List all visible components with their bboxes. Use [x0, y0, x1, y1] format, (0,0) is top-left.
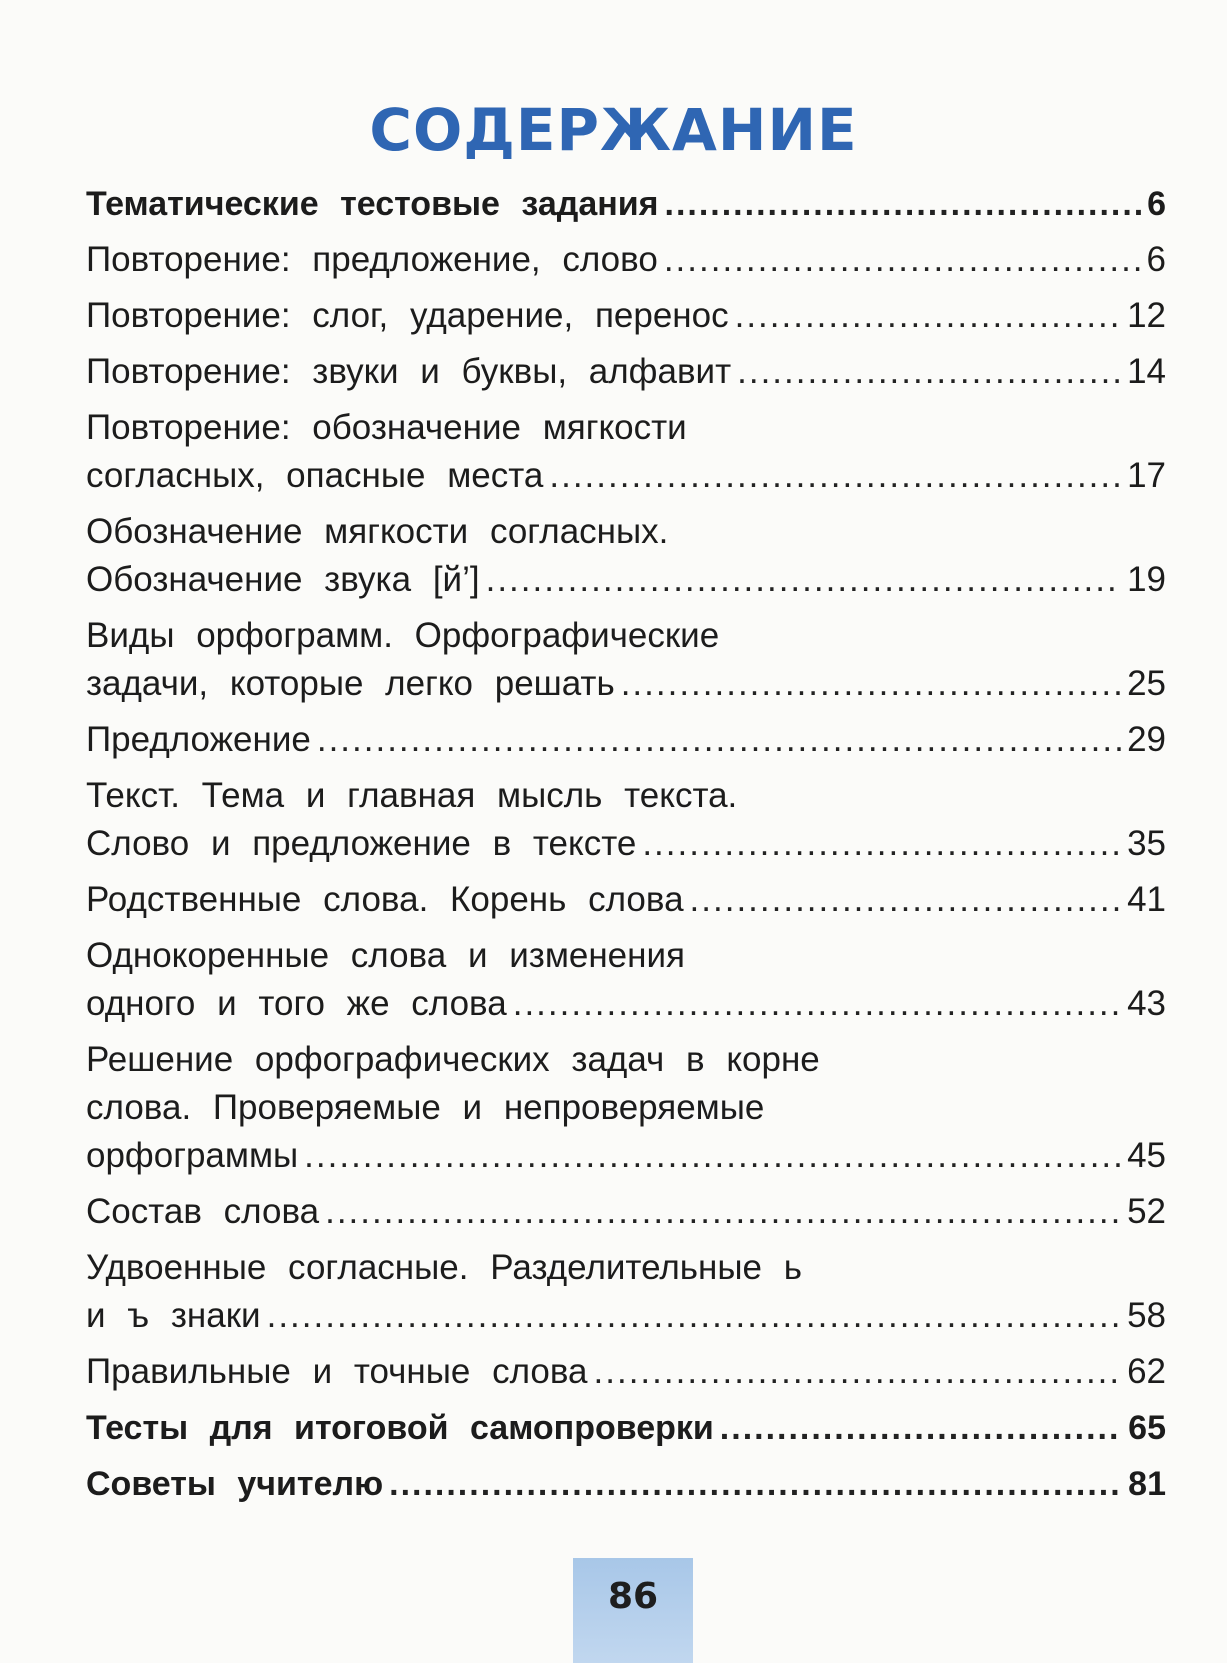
dot-leader — [594, 1348, 1122, 1396]
toc-entry-text: орфограммы — [86, 1136, 299, 1175]
toc-entry-row — [86, 1292, 1166, 1340]
dot-leader — [304, 1132, 1121, 1180]
dot-leader — [737, 348, 1121, 396]
toc-entry-row — [86, 236, 1166, 284]
toc-entry — [86, 404, 1166, 500]
dot-leader — [389, 1460, 1122, 1508]
toc-entry — [86, 1188, 1166, 1236]
toc-page-number: 52 — [1127, 1192, 1166, 1231]
toc-entry-text: Родственные слова. Корень слова — [86, 880, 684, 919]
toc-entry — [86, 716, 1166, 764]
toc-page-number: 62 — [1127, 1352, 1166, 1391]
toc-page-number: 43 — [1127, 984, 1166, 1023]
toc-entry — [86, 772, 1166, 868]
toc-entry — [86, 1348, 1166, 1396]
toc-entry — [86, 348, 1166, 396]
toc-entry-row — [86, 1460, 1166, 1508]
toc-entry-text: Советы учителю — [86, 1465, 384, 1503]
dot-leader — [621, 660, 1121, 708]
toc-entry-text: Виды орфограмм. Орфографические — [86, 616, 720, 655]
toc-entry — [86, 1460, 1166, 1508]
dot-leader — [735, 292, 1121, 340]
dot-leader — [317, 716, 1121, 764]
toc-entry-row — [86, 980, 1166, 1028]
dot-leader — [267, 1292, 1121, 1340]
toc-page-number: 58 — [1127, 1296, 1166, 1335]
dot-leader — [549, 452, 1121, 500]
dot-leader — [665, 180, 1142, 228]
toc-entry-row — [86, 348, 1166, 396]
toc-entry-row — [86, 876, 1166, 924]
toc-page-number: 35 — [1127, 824, 1166, 863]
toc-entry-row — [86, 1348, 1166, 1396]
toc-entry-row — [86, 660, 1166, 708]
toc-page-number: 41 — [1127, 880, 1166, 919]
toc-entry-text: Тематические тестовые задания — [86, 185, 659, 223]
toc-entry-row — [86, 1188, 1166, 1236]
dot-leader — [664, 236, 1141, 284]
toc-entry-text: Состав слова — [86, 1192, 320, 1231]
toc-entry-text: Слово и предложение в тексте — [86, 824, 637, 863]
toc-entry-text: Правильные и точные слова — [86, 1352, 588, 1391]
toc-entry-text: Решение орфографических задач в корне — [86, 1040, 820, 1079]
toc-entry-text: слова. Проверяемые и непроверяемые — [86, 1088, 765, 1127]
toc-entry-text: Повторение: предложение, слово — [86, 240, 658, 279]
toc-entry-row — [86, 820, 1166, 868]
toc-entry-text: Повторение: звуки и буквы, алфавит — [86, 352, 732, 391]
dot-leader — [690, 876, 1122, 924]
toc-entry-text: одного и того же слова — [86, 984, 507, 1023]
page-number-tab — [573, 1558, 693, 1663]
toc-entry-text: согласных, опасные места — [86, 456, 544, 495]
toc-entry — [86, 1244, 1166, 1340]
toc-page-number: 81 — [1128, 1465, 1166, 1503]
toc-entry-text: задачи, которые легко решать — [86, 664, 615, 703]
dot-leader — [513, 980, 1121, 1028]
toc-entry-text: Тесты для итоговой самопроверки — [86, 1409, 714, 1447]
toc-entry-text: Текст. Тема и главная мысль текста. — [86, 776, 738, 815]
page-number: 86 — [607, 1576, 659, 1617]
toc-entry — [86, 932, 1166, 1028]
toc-entry-row — [86, 1404, 1166, 1452]
toc-entry-text: Обозначение мягкости согласных. — [86, 512, 669, 551]
table-of-contents — [86, 180, 1166, 1516]
toc-page-number: 6 — [1147, 185, 1166, 223]
toc-entry-text: и ъ знаки — [86, 1296, 261, 1335]
toc-entry-text: Удвоенные согласные. Разделительные ь — [86, 1248, 802, 1287]
toc-entry — [86, 508, 1166, 604]
toc-page-number: 19 — [1127, 560, 1166, 599]
toc-entry — [86, 612, 1166, 708]
dot-leader — [720, 1404, 1122, 1452]
toc-entry-row — [86, 1132, 1166, 1180]
toc-entry — [86, 876, 1166, 924]
toc-entry — [86, 180, 1166, 228]
toc-entry-row — [86, 452, 1166, 500]
page-title: СОДЕРЖАНИЕ — [369, 96, 858, 164]
toc-entry-text: Обозначение звука [й’] — [86, 560, 480, 599]
toc-entry-row — [86, 556, 1166, 604]
toc-entry-row — [86, 292, 1166, 340]
toc-page-number: 45 — [1127, 1136, 1166, 1175]
dot-leader — [642, 820, 1121, 868]
toc-page-number: 14 — [1127, 352, 1166, 391]
toc-page-number: 29 — [1127, 720, 1166, 759]
toc-entry — [86, 1036, 1166, 1180]
toc-entry-text: Повторение: обозначение мягкости — [86, 408, 687, 447]
toc-entry-row — [86, 180, 1166, 228]
toc-entry — [86, 236, 1166, 284]
toc-page-number: 65 — [1128, 1409, 1166, 1447]
toc-entry-text: Предложение — [86, 720, 311, 759]
toc-page-number: 17 — [1127, 456, 1166, 495]
toc-page-number: 12 — [1127, 296, 1166, 335]
toc-page-number: 25 — [1127, 664, 1166, 703]
dot-leader — [325, 1188, 1121, 1236]
toc-page-number: 6 — [1146, 240, 1166, 279]
toc-entry — [86, 1404, 1166, 1452]
toc-entry-text: Однокоренные слова и изменения — [86, 936, 685, 975]
dot-leader — [486, 556, 1121, 604]
toc-entry-text: Повторение: слог, ударение, перенос — [86, 296, 729, 335]
toc-entry-row — [86, 716, 1166, 764]
toc-entry — [86, 292, 1166, 340]
